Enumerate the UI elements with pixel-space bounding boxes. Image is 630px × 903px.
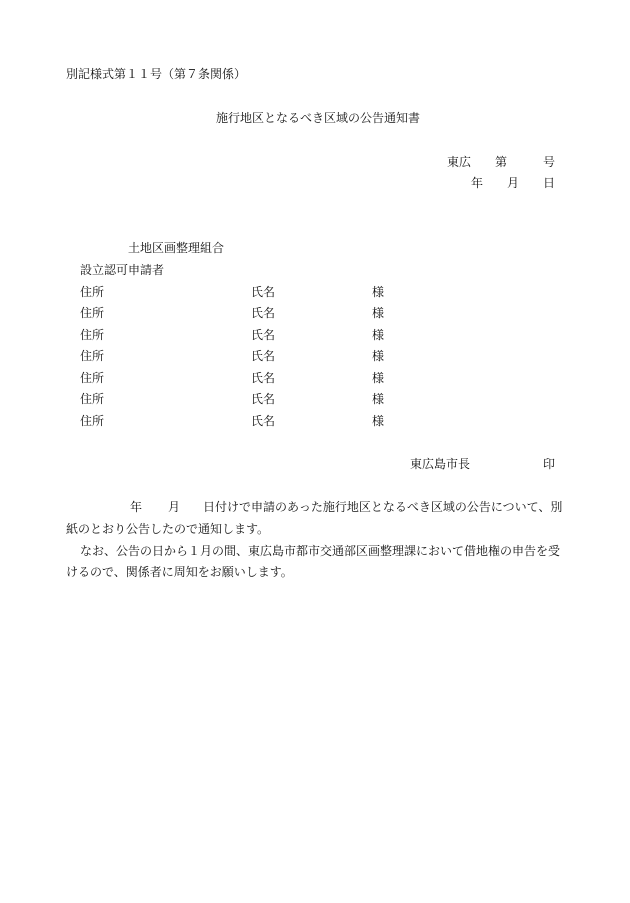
name-label: 氏名	[251, 349, 276, 363]
name-label: 氏名	[251, 371, 276, 385]
issuer-ref-prefix: 東広	[447, 155, 472, 169]
honorific: 様	[372, 392, 385, 406]
issuer-ref-number-label: 第	[495, 155, 508, 169]
honorific: 様	[372, 328, 385, 342]
issuer-ref-suffix: 号	[543, 155, 556, 169]
address-label: 住所	[80, 349, 105, 363]
honorific: 様	[372, 414, 385, 428]
address-label: 住所	[80, 306, 105, 320]
address-label: 住所	[80, 371, 105, 385]
association-name: 土地区画整理組合	[128, 241, 225, 255]
body-paragraph-1-line-2: 紙のとおり公告したので通知します。	[66, 522, 270, 536]
address-label: 住所	[80, 392, 105, 406]
name-label: 氏名	[251, 306, 276, 320]
honorific: 様	[372, 349, 385, 363]
body-paragraph-2-line-2: けるので、関係者に周知をお願いします。	[66, 565, 293, 579]
applicant-label: 設立認可申請者	[80, 263, 165, 277]
body-paragraph-2-line-1: なお、公告の日から１月の間、東広島市都市交通部区画整理課において借地権の申告を受	[80, 544, 561, 558]
sender-name: 東広島市長	[410, 457, 471, 471]
address-label: 住所	[80, 285, 105, 299]
body-paragraph-1-line-1: 日付けで申請のあった施行地区となるべき区域の公告について、別	[203, 500, 563, 514]
form-label: 別記様式第１１号（第７条関係）	[66, 67, 247, 81]
document-title: 施行地区となるべき区域の公告通知書	[216, 111, 421, 125]
date-year: 年	[471, 176, 484, 190]
honorific: 様	[372, 285, 385, 299]
address-label: 住所	[80, 414, 105, 428]
name-label: 氏名	[251, 414, 276, 428]
seal-mark: 印	[543, 457, 556, 471]
body-date-month: 月	[168, 500, 181, 514]
date-month: 月	[507, 176, 520, 190]
name-label: 氏名	[251, 392, 276, 406]
honorific: 様	[372, 306, 385, 320]
address-label: 住所	[80, 328, 105, 342]
date-day: 日	[543, 176, 556, 190]
body-date-year: 年	[130, 500, 143, 514]
name-label: 氏名	[251, 285, 276, 299]
honorific: 様	[372, 371, 385, 385]
name-label: 氏名	[251, 328, 276, 342]
